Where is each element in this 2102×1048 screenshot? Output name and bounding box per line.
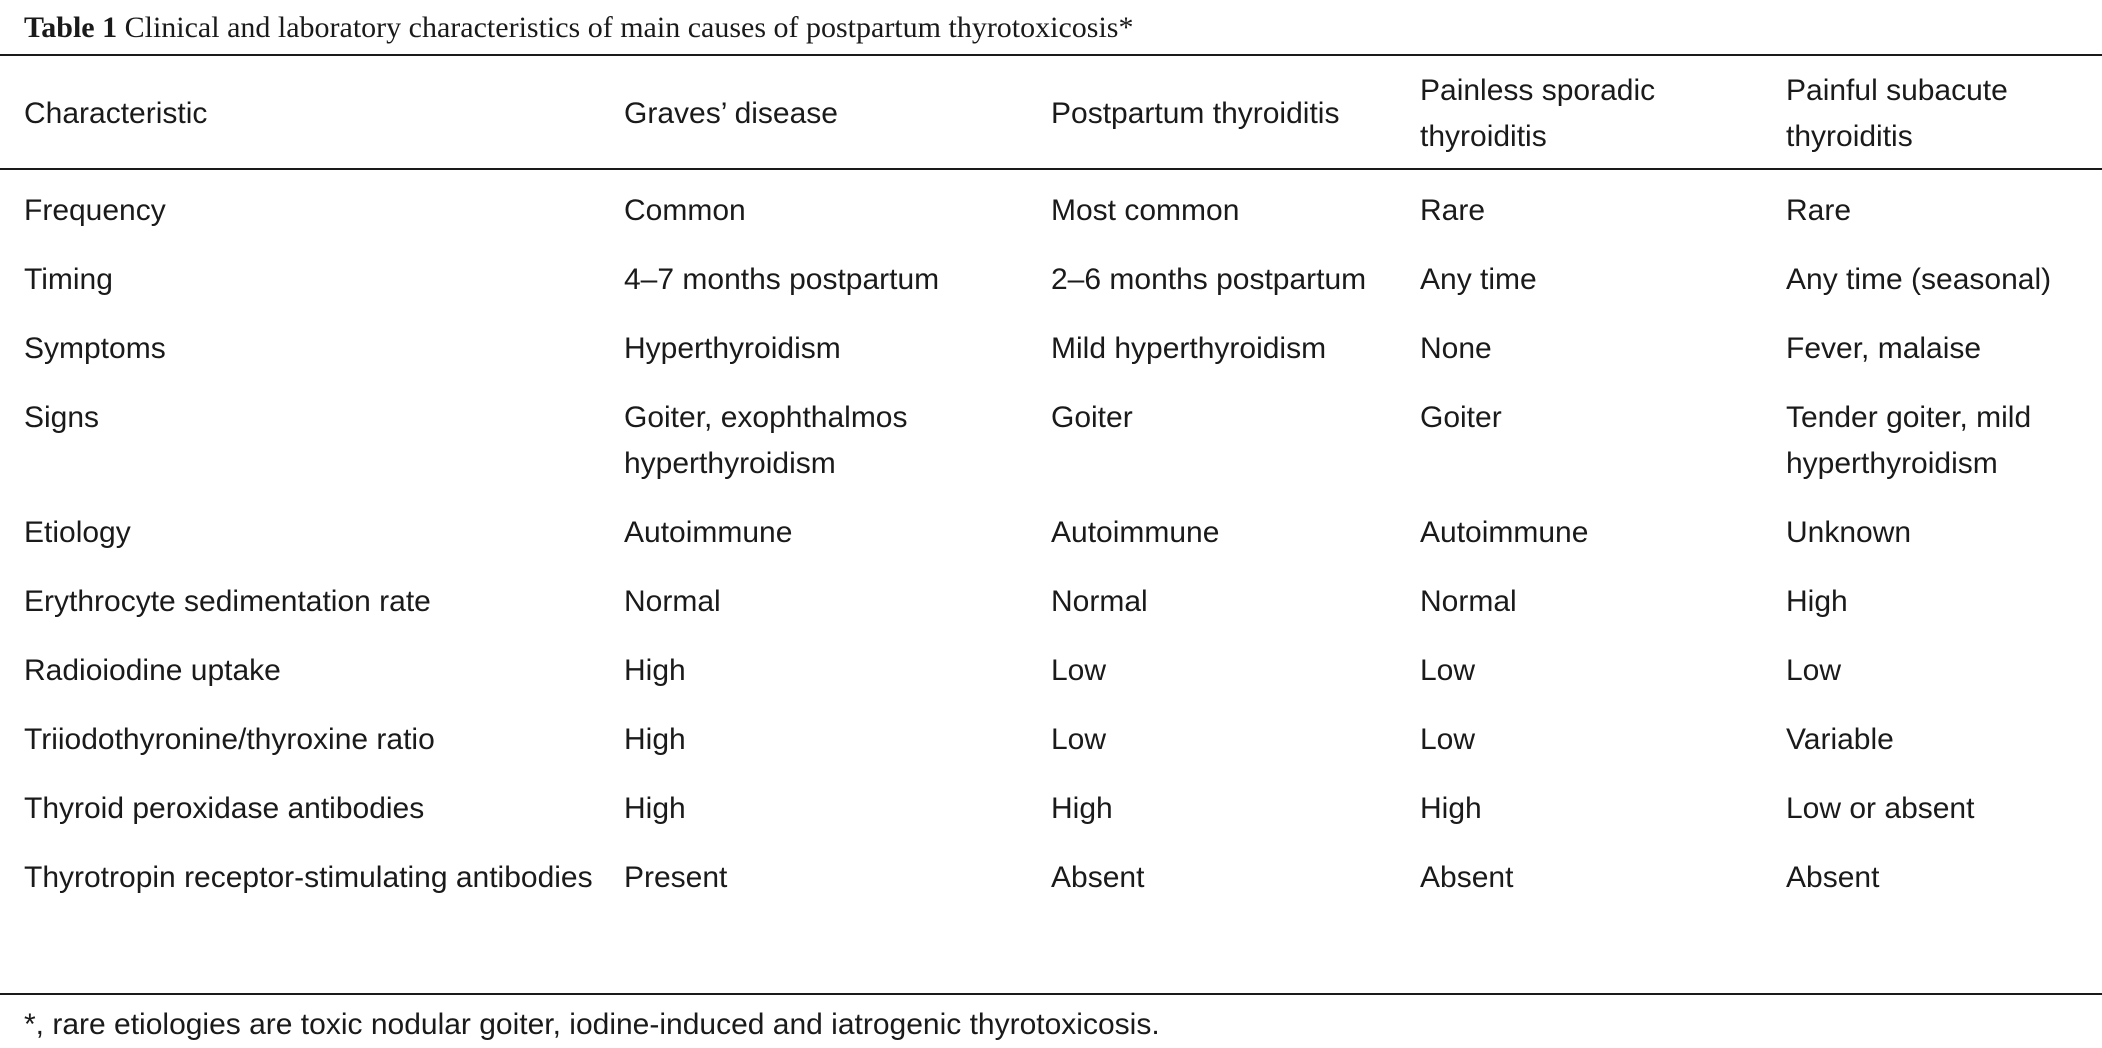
table-cell: High [624,654,686,687]
row-label-cell: Timing [24,263,113,296]
row-label-cell: Thyroid peroxidase antibodies [24,792,425,825]
row-label-cell: Radioiodine uptake [24,654,281,687]
table-cell: Any time (seasonal) [1786,263,2052,296]
table-cell: High [624,792,686,825]
characteristics-table [0,57,2102,904]
table-cell: Normal [624,585,721,618]
row-label-cell: Triiodothyronine/thyroxine ratio [24,723,435,756]
table-caption-text: Clinical and laboratory characteristics of main causes of postpartum thyrotoxicosis* [124,11,1134,44]
table-caption-label: Table 1 [24,11,118,44]
table-cell: Rare [1786,194,1852,227]
table-cell: Absent [1786,861,1880,894]
table-row [0,628,2102,697]
table-row [0,170,2102,237]
table-cell: Absent [1051,861,1145,894]
table-cell: Unknown [1786,516,1912,549]
header-cell: Graves’ disease [624,96,838,130]
table-row [0,559,2102,628]
row-label-cell: Frequency [24,194,166,227]
table-row [0,835,2102,904]
table-row [0,490,2102,559]
table-cell: Present [624,861,728,894]
row-label-cell: Erythrocyte sedimentation rate [24,585,431,618]
table-cell: High [624,723,686,756]
table-cell: Low [1420,654,1476,687]
table-row [0,306,2102,375]
table-cell: Low [1786,654,1842,687]
table-header [0,57,2102,170]
top-rule [0,54,2102,56]
table-cell: Autoimmune [1051,516,1220,549]
table-cell: 4–7 months postpartum [624,263,940,296]
table-row [0,697,2102,766]
header-row [0,57,2102,170]
table-cell: High [1420,792,1482,825]
table-caption [24,8,1133,48]
table-row [0,237,2102,306]
header-cell: Painful subacute thyroiditis [1786,73,2008,153]
table-cell: Goiter [1420,401,1502,434]
table-cell: None [1420,332,1492,365]
table-cell: Normal [1420,585,1517,618]
table-cell: Autoimmune [624,516,793,549]
table-row [0,766,2102,835]
table-cell: Low [1051,723,1107,756]
table-cell: High [1786,585,1848,618]
table-cell: Any time [1420,263,1537,296]
table-cell: Fever, malaise [1786,332,1982,365]
table-cell: Common [624,194,746,227]
table-cell: Autoimmune [1420,516,1589,549]
table-cell: Hyperthyroidism [624,332,841,365]
table-cell: Tender goiter, mild hyperthyroidism [1786,401,2032,480]
header-rule [0,168,2102,170]
table-cell: Normal [1051,585,1148,618]
header-cell: Painless sporadic thyroiditis [1420,73,1656,153]
table-cell: Goiter [1051,401,1133,434]
table-cell: Low or absent [1786,792,1975,825]
table-footnote: *, rare etiologies are toxic nodular goiter, iodine-induced and iatrogenic thyrotoxicosis. [24,1008,1160,1041]
table-cell: Rare [1420,194,1486,227]
table-cell: Low [1420,723,1476,756]
header-cell: Postpartum thyroiditis [1051,96,1340,130]
row-label-cell: Symptoms [24,332,166,365]
row-label-cell: Signs [24,401,100,434]
table-body [0,170,2102,904]
header-cell: Characteristic [24,96,208,130]
table-cell: Low [1051,654,1107,687]
row-label-cell: Thyrotropin receptor-stimulating antibodies [24,861,593,894]
table-cell: Variable [1786,723,1894,756]
table-cell: Mild hyperthyroidism [1051,332,1327,365]
bottom-rule [0,993,2102,995]
table-row [0,375,2102,490]
row-label-cell: Etiology [24,516,131,549]
table-cell: 2–6 months postpartum [1051,263,1367,296]
table-cell: Goiter, exophthalmos hyperthyroidism [624,401,908,480]
table-cell: Most common [1051,194,1240,227]
table-cell: High [1051,792,1113,825]
table-cell: Absent [1420,861,1514,894]
